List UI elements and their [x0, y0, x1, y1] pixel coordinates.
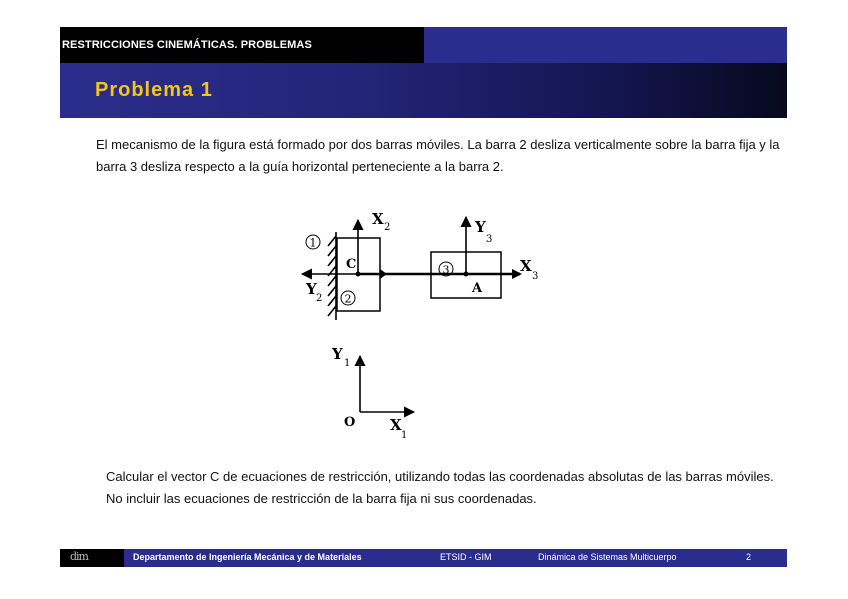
body-2-label: 2 [344, 292, 352, 306]
mechanism-figure [290, 200, 550, 450]
intro-paragraph: El mecanismo de la figura está formado por dos barras móviles. La barra 2 desliza verticalmente sobre la barra fija y la barra 3 desliza respecto a la guía horizontal perteneciente a la barra 2. [96, 137, 780, 174]
y1-label: Y [332, 345, 343, 363]
footer-school: ETSID - GIM [440, 552, 492, 562]
footer-course: Dinámica de Sistemas Multicuerpo [538, 552, 677, 562]
footer-department: Departamento de Ingeniería Mecánica y de Materiales [133, 552, 362, 562]
y3-label: Y [475, 218, 486, 236]
point-a-label: A [472, 281, 483, 296]
guide-stop [380, 269, 387, 279]
x3-label: X [520, 257, 532, 275]
x3-subscript: 3 [532, 271, 539, 282]
dim-logo: dim [70, 550, 88, 563]
fixed-wall-hatching [328, 232, 336, 320]
point-c-label: C [346, 257, 357, 272]
y2-subscript: 2 [316, 293, 323, 304]
body-3-label: 3 [442, 263, 450, 277]
footer-logo-box [60, 549, 124, 567]
origin-label: O [344, 415, 356, 430]
point-a-dot [464, 272, 469, 277]
slide-title: Problema 1 [95, 79, 213, 101]
x1-subscript: 1 [401, 430, 408, 441]
y3-subscript: 3 [486, 234, 493, 245]
x2-subscript: 2 [384, 222, 391, 233]
point-c-dot [356, 272, 361, 277]
task-paragraph: Calcular el vector C de ecuaciones de restricción, utilizando todas las coordenadas absolutas de las barras móviles. No incluir las ecuaciones de restricción de la barra fija ni sus coordenadas. [106, 469, 774, 506]
title-bar [60, 63, 787, 118]
section-title: RESTRICCIONES CINEMÁTICAS. PROBLEMAS [62, 39, 312, 51]
slide-header-bar [60, 27, 787, 63]
footer-page-number: 2 [746, 552, 752, 562]
slide-footer [60, 549, 787, 567]
header-right-block [424, 27, 787, 63]
x2-label: X [372, 210, 384, 228]
body-1-label: 1 [309, 236, 317, 250]
y2-label: Y [306, 280, 317, 298]
x1-label: X [390, 416, 402, 434]
y1-subscript: 1 [344, 358, 351, 369]
